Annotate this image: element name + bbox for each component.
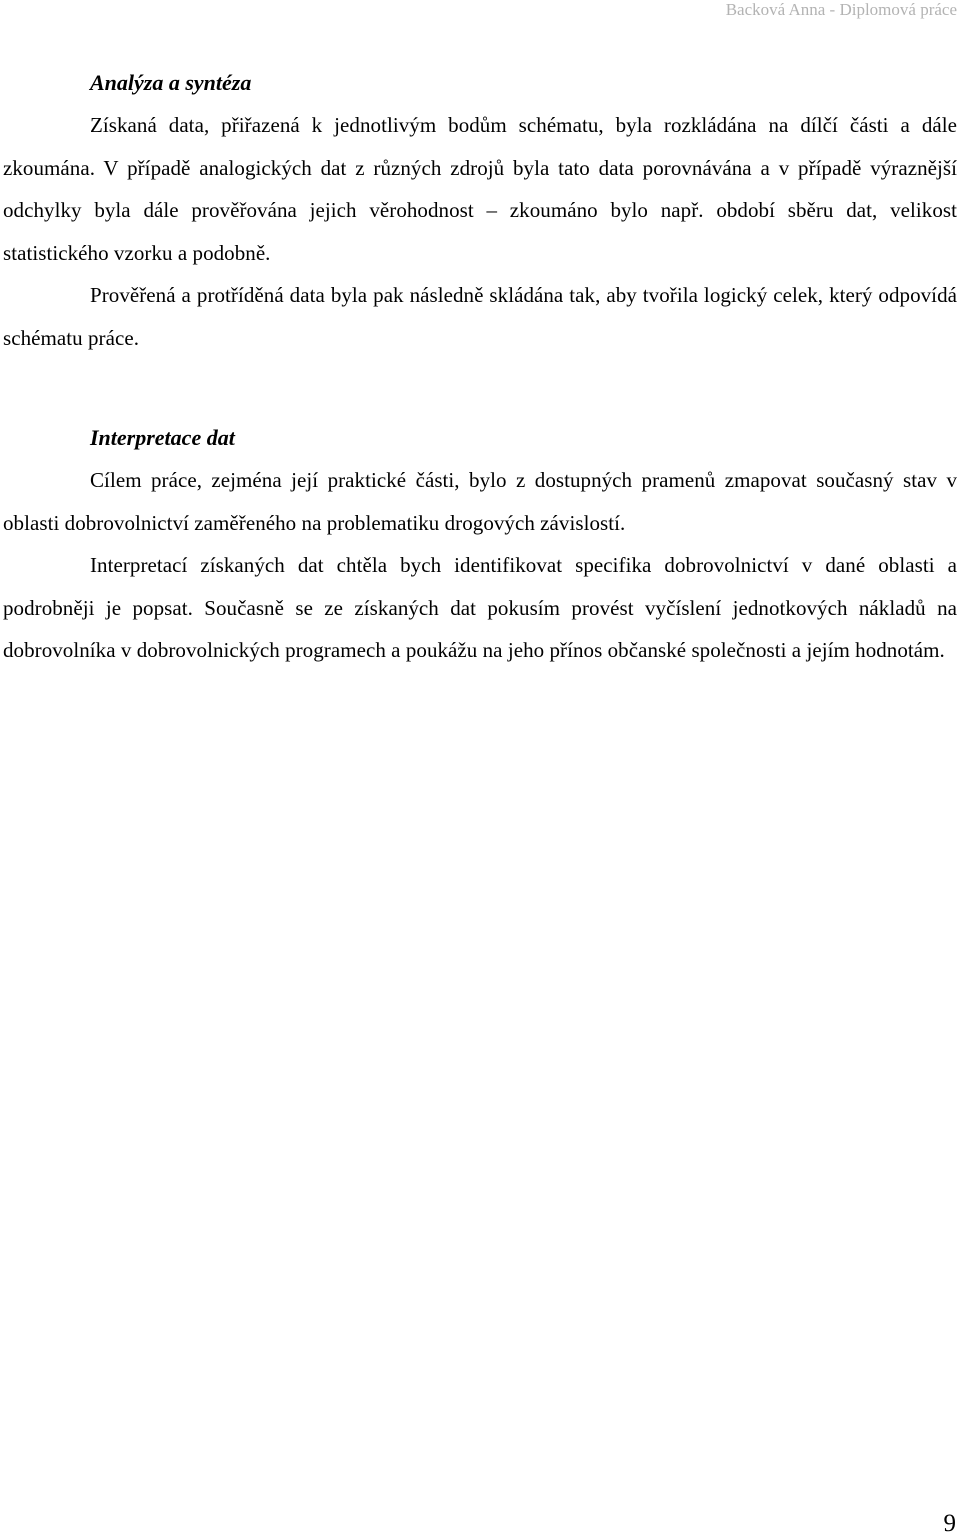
section-heading: Analýza a syntéza	[90, 70, 252, 95]
page-number: 9	[943, 1510, 956, 1537]
section-analysis-synthesis	[3, 62, 957, 359]
paragraph: Prověřená a protříděná data byla pak následně skládána tak, aby tvořila logický celek, který odpovídá schématu práce.	[3, 283, 957, 350]
running-header: Backová Anna - Diplomová práce	[725, 0, 957, 19]
paragraph: Cílem práce, zejména její praktické části, bylo z dostupných pramenů zmapovat současný stav v oblasti dobrovolnictví zaměřeného na problematiku drogových závislostí.	[3, 468, 957, 535]
document-body	[3, 62, 957, 672]
paragraph: Interpretací získaných dat chtěla bych identifikovat specifika dobrovolnictví v dané oblasti a podrobněji je popsat. Současně se ze získaných dat pokusím provést vyčíslení jednotkových nákladů na dobrovolníka v dobrovolnických programech a poukážu na jeho přínos občanské společnosti a jejím hodnotám.	[3, 553, 957, 662]
paragraph: Získaná data, přiřazená k jednotlivým bodům schématu, byla rozkládána na dílčí části a dále zkoumána. V případě analogických dat z různých zdrojů byla tato data porovnávána a v případě výraznější odchylky byla dále prověřována jejich věrohodnost – zkoumáno bylo např. období sběru dat, velikost statistického vzorku a podobně.	[3, 113, 957, 265]
section-heading: Interpretace dat	[90, 425, 235, 450]
section-data-interpretation	[3, 417, 957, 672]
